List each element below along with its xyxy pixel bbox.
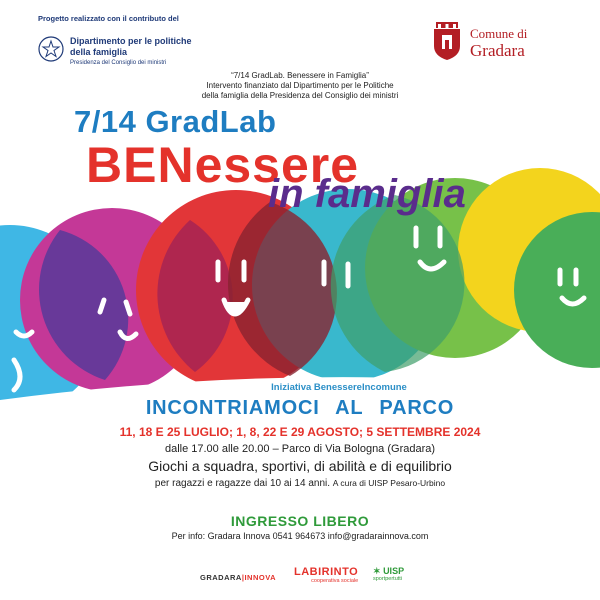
uisp-star-icon: ✶ — [373, 566, 381, 576]
intro-line-2: Intervento finanziato dal Dipartimento per le Politiche — [206, 81, 394, 90]
event-activities: Giochi a squadra, sportivi, di abilità e di equilibrio — [148, 458, 452, 474]
free-entry-label: INGRESSO LIBERO — [230, 513, 370, 529]
intro-text — [0, 71, 600, 101]
title-subheading: 7/14 GradLab — [74, 104, 277, 139]
gradara-crest-icon — [432, 22, 462, 60]
uisp-subtitle: sportpertutti — [373, 576, 403, 582]
municipality-logo — [432, 22, 582, 68]
department-subtitle: Presidenza del Consiglio dei ministri — [70, 60, 167, 66]
event-organizer: A cura di UISP Pesaro-Urbino — [332, 478, 446, 488]
ministry-logo — [38, 14, 258, 69]
event-audience-line — [0, 478, 600, 489]
event-headline: INCONTRIAMOCI AL PARCO — [145, 397, 455, 419]
labirinto-name: LABIRINTO — [294, 566, 359, 578]
gradara-innova-word-1: GRADARA — [200, 573, 242, 582]
italian-republic-emblem-icon — [38, 36, 64, 62]
intro-line-3: della famiglia della Presidenza del Consiglio dei ministri — [201, 91, 399, 100]
labirinto-logo — [294, 566, 358, 585]
uisp-logo — [373, 566, 404, 583]
event-dates: 11, 18 E 25 LUGLIO; 1, 8, 22 E 29 AGOSTO; 5 SETTEMBRE 2024 — [119, 425, 481, 439]
title-accent: in famiglia — [268, 172, 466, 216]
intro-line-1: “7/14 GradLab. Benessere in Famiglia” — [231, 71, 369, 80]
event-audience: per ragazzi e ragazze dai 10 ai 14 anni. — [154, 478, 331, 489]
initiative-label: Iniziativa BenessereIncomune — [271, 382, 407, 393]
municipality-label: Comune di — [470, 26, 528, 41]
sponsor-logos — [0, 566, 600, 590]
department-name: Dipartimento per le politiche della famiglia — [70, 36, 192, 57]
event-time-place: dalle 17.00 alle 20.00 – Parco di Via Bologna (Gradara) — [164, 443, 436, 455]
gradara-innova-word-2: INNOVA — [244, 573, 277, 582]
uisp-name: ✶ UISP — [373, 566, 405, 576]
contact-info: Per info: Gradara Innova 0541 964673 info@gradarainnova.com — [171, 531, 429, 541]
title-main: BENessere — [86, 137, 360, 193]
labirinto-subtitle: cooperativa sociale — [311, 578, 359, 584]
project-credit: Progetto realizzato con il contributo del — [38, 14, 179, 23]
municipality-name: Gradara — [470, 41, 525, 60]
gradara-innova-logo: GRADARA|INNOVA — [200, 573, 277, 582]
